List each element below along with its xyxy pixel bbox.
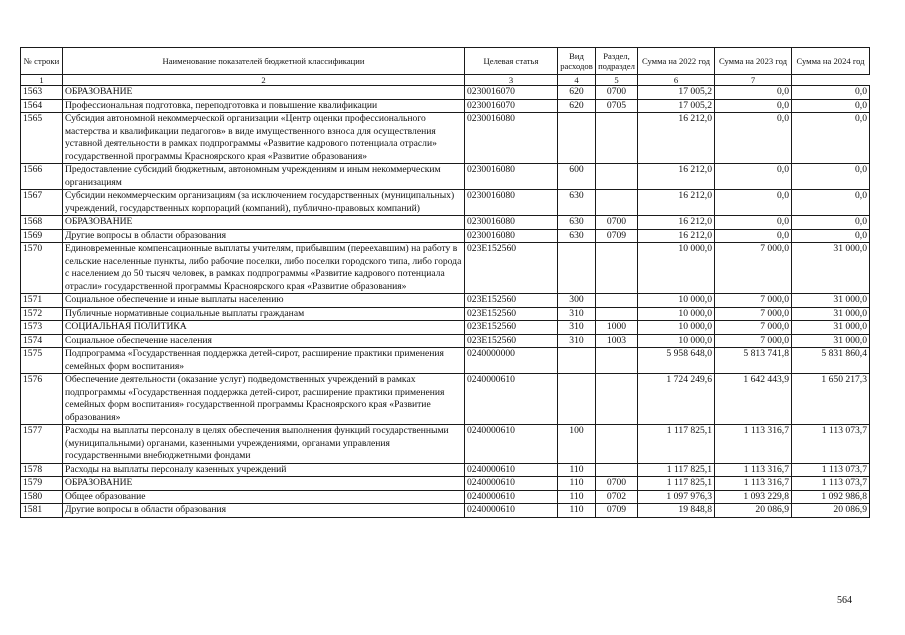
indicator-name-cell: Другие вопросы в области образования (63, 229, 465, 243)
column-index: 6 (638, 75, 715, 86)
table-row (21, 504, 870, 518)
row-number-cell: 1574 (21, 334, 63, 348)
sum-2024-cell: 1 113 073,7 (792, 425, 870, 464)
expense-type-cell: 620 (558, 86, 596, 100)
row-number-cell: 1580 (21, 490, 63, 504)
target-article-cell: 0230016080 (465, 190, 558, 216)
target-article-cell: 023E152560 (465, 243, 558, 294)
indicator-name-cell: Профессиональная подготовка, переподготовка и повышение квалификации (63, 99, 465, 113)
column-index: 3 (465, 75, 558, 86)
column-index-row (21, 75, 870, 86)
row-number-cell: 1564 (21, 99, 63, 113)
indicator-name-cell: Субсидия автономной некоммерческой организации «Центр оценки профессионального мастерства и квалификации педагогов» в виде имущественного взноса для осуществления уставной деятельности в рамках подпрограммы «Развитие кадрового потенциала отрасли» государственной программы Красноярского края «Развитие образования» (63, 113, 465, 164)
expense-type-cell: 300 (558, 294, 596, 308)
sum-2024-cell: 0,0 (792, 216, 870, 230)
target-article-cell: 023E152560 (465, 321, 558, 335)
expense-type-cell: 310 (558, 321, 596, 335)
table-row (21, 216, 870, 230)
section-cell (596, 294, 638, 308)
sum-2023-cell: 1 113 316,7 (715, 425, 792, 464)
table-row (21, 374, 870, 425)
section-cell (596, 348, 638, 374)
expense-type-cell: 110 (558, 477, 596, 491)
expense-type-cell: 310 (558, 307, 596, 321)
section-cell (596, 307, 638, 321)
sum-2024-cell: 5 831 860,4 (792, 348, 870, 374)
sum-2022-cell: 10 000,0 (638, 334, 715, 348)
table-row (21, 229, 870, 243)
indicator-name-cell: Социальное обеспечение и иные выплаты населению (63, 294, 465, 308)
sum-2022-cell: 17 005,2 (638, 86, 715, 100)
table-row (21, 425, 870, 464)
sum-2024-cell: 1 650 217,3 (792, 374, 870, 425)
target-article-cell: 023E152560 (465, 307, 558, 321)
row-number-cell: 1581 (21, 504, 63, 518)
target-article-cell: 0230016080 (465, 164, 558, 190)
section-cell: 1003 (596, 334, 638, 348)
target-article-cell: 0240000000 (465, 348, 558, 374)
sum-2022-cell: 10 000,0 (638, 321, 715, 335)
sum-2022-cell: 1 117 825,1 (638, 425, 715, 464)
header-sum-2022: Сумма на 2022 год (638, 48, 715, 75)
sum-2022-cell: 5 958 648,0 (638, 348, 715, 374)
table-row (21, 334, 870, 348)
header-sum-2024: Сумма на 2024 год (792, 48, 870, 75)
sum-2022-cell: 10 000,0 (638, 243, 715, 294)
section-cell: 0709 (596, 229, 638, 243)
sum-2022-cell: 10 000,0 (638, 307, 715, 321)
sum-2022-cell: 1 097 976,3 (638, 490, 715, 504)
sum-2023-cell: 7 000,0 (715, 243, 792, 294)
table-row (21, 463, 870, 477)
sum-2023-cell: 1 113 316,7 (715, 477, 792, 491)
expense-type-cell: 630 (558, 190, 596, 216)
row-number-cell: 1573 (21, 321, 63, 335)
row-number-cell: 1563 (21, 86, 63, 100)
column-index: 5 (596, 75, 638, 86)
table-row (21, 86, 870, 100)
sum-2024-cell: 0,0 (792, 113, 870, 164)
expense-type-cell: 630 (558, 216, 596, 230)
sum-2022-cell: 1 724 249,6 (638, 374, 715, 425)
section-cell (596, 463, 638, 477)
sum-2022-cell: 10 000,0 (638, 294, 715, 308)
row-number-cell: 1576 (21, 374, 63, 425)
indicator-name-cell: Общее образование (63, 490, 465, 504)
section-cell: 1000 (596, 321, 638, 335)
sum-2023-cell: 0,0 (715, 99, 792, 113)
expense-type-cell (558, 113, 596, 164)
expense-type-cell (558, 348, 596, 374)
header-row-number: № строки (21, 48, 63, 75)
table-body (21, 86, 870, 518)
expense-type-cell: 630 (558, 229, 596, 243)
target-article-cell: 023E152560 (465, 334, 558, 348)
sum-2024-cell: 1 092 986,8 (792, 490, 870, 504)
table-row (21, 243, 870, 294)
sum-2022-cell: 1 117 825,1 (638, 463, 715, 477)
indicator-name-cell: ОБРАЗОВАНИЕ (63, 216, 465, 230)
budget-document (20, 47, 870, 518)
indicator-name-cell: Субсидии некоммерческим организациям (за исключением государственных (муниципальных) учреждений, государственных корпораций (компаний), публично-правовых компаний) (63, 190, 465, 216)
row-number-cell: 1570 (21, 243, 63, 294)
expense-type-cell (558, 243, 596, 294)
column-index: 4 (558, 75, 596, 86)
row-number-cell: 1579 (21, 477, 63, 491)
expense-type-cell: 310 (558, 334, 596, 348)
row-number-cell: 1566 (21, 164, 63, 190)
sum-2023-cell: 1 093 229,8 (715, 490, 792, 504)
row-number-cell: 1571 (21, 294, 63, 308)
target-article-cell: 0230016080 (465, 216, 558, 230)
sum-2023-cell: 0,0 (715, 229, 792, 243)
sum-2022-cell: 17 005,2 (638, 99, 715, 113)
page-number: 564 (837, 595, 852, 606)
table-row (21, 477, 870, 491)
sum-2023-cell: 1 642 443,9 (715, 374, 792, 425)
column-index: 2 (63, 75, 465, 86)
row-number-cell: 1578 (21, 463, 63, 477)
section-cell (596, 243, 638, 294)
section-cell (596, 113, 638, 164)
sum-2022-cell: 16 212,0 (638, 164, 715, 190)
section-cell: 0700 (596, 86, 638, 100)
sum-2024-cell: 0,0 (792, 86, 870, 100)
expense-type-cell: 620 (558, 99, 596, 113)
table-row (21, 99, 870, 113)
section-cell (596, 164, 638, 190)
section-cell: 0709 (596, 504, 638, 518)
sum-2022-cell: 19 848,8 (638, 504, 715, 518)
sum-2024-cell: 0,0 (792, 164, 870, 190)
indicator-name-cell: Подпрограмма «Государственная поддержка детей-сирот, расширение практики применения семейных форм воспитания» (63, 348, 465, 374)
target-article-cell: 0230016070 (465, 86, 558, 100)
target-article-cell: 023E152560 (465, 294, 558, 308)
section-cell: 0702 (596, 490, 638, 504)
sum-2023-cell: 7 000,0 (715, 307, 792, 321)
sum-2023-cell: 0,0 (715, 216, 792, 230)
indicator-name-cell: ОБРАЗОВАНИЕ (63, 86, 465, 100)
section-cell: 0700 (596, 216, 638, 230)
header-target-article: Целевая статья (465, 48, 558, 75)
indicator-name-cell: Предоставление субсидий бюджетным, автономным учреждениям и иным некоммерческим организациям (63, 164, 465, 190)
indicator-name-cell: Публичные нормативные социальные выплаты гражданам (63, 307, 465, 321)
sum-2024-cell: 31 000,0 (792, 307, 870, 321)
sum-2024-cell: 31 000,0 (792, 243, 870, 294)
sum-2023-cell: 0,0 (715, 190, 792, 216)
target-article-cell: 0240000610 (465, 374, 558, 425)
header-expense-type: Вид расходов (558, 48, 596, 75)
indicator-name-cell: СОЦИАЛЬНАЯ ПОЛИТИКА (63, 321, 465, 335)
table-header-row (21, 48, 870, 75)
sum-2023-cell: 0,0 (715, 86, 792, 100)
table-row (21, 190, 870, 216)
table-row (21, 321, 870, 335)
sum-2024-cell: 20 086,9 (792, 504, 870, 518)
header-indicator-name: Наименование показателей бюджетной классификации (63, 48, 465, 75)
sum-2024-cell: 31 000,0 (792, 321, 870, 335)
indicator-name-cell: ОБРАЗОВАНИЕ (63, 477, 465, 491)
indicator-name-cell: Единовременные компенсационные выплаты учителям, прибывшим (переехавшим) на работу в сельские населенные пункты, либо рабочие поселки, либо поселки городского типа, либо города с населением до 50 тысяч человек, в рамках подпрограммы «Развитие кадрового потенциала отрасли» государственной программы Красноярского края «Развитие образования» (63, 243, 465, 294)
column-index: 7 (715, 75, 792, 86)
budget-table (20, 47, 870, 518)
sum-2022-cell: 16 212,0 (638, 190, 715, 216)
table-row (21, 490, 870, 504)
expense-type-cell: 110 (558, 504, 596, 518)
indicator-name-cell: Расходы на выплаты персоналу в целях обеспечения выполнения функций государственными (муниципальными) органами, казенными учреждениями, органами управления государственными внебюджетными фондами (63, 425, 465, 464)
expense-type-cell: 110 (558, 490, 596, 504)
sum-2022-cell: 16 212,0 (638, 229, 715, 243)
sum-2023-cell: 0,0 (715, 113, 792, 164)
sum-2022-cell: 16 212,0 (638, 216, 715, 230)
sum-2023-cell: 20 086,9 (715, 504, 792, 518)
header-section: Раздел, подраздел (596, 48, 638, 75)
section-cell (596, 374, 638, 425)
sum-2023-cell: 7 000,0 (715, 321, 792, 335)
sum-2024-cell: 1 113 073,7 (792, 477, 870, 491)
table-row (21, 348, 870, 374)
row-number-cell: 1577 (21, 425, 63, 464)
indicator-name-cell: Расходы на выплаты персоналу казенных учреждений (63, 463, 465, 477)
sum-2023-cell: 5 813 741,8 (715, 348, 792, 374)
target-article-cell: 0230016080 (465, 113, 558, 164)
sum-2024-cell: 31 000,0 (792, 294, 870, 308)
sum-2023-cell: 7 000,0 (715, 334, 792, 348)
target-article-cell: 0240000610 (465, 463, 558, 477)
indicator-name-cell: Социальное обеспечение населения (63, 334, 465, 348)
target-article-cell: 0230016070 (465, 99, 558, 113)
sum-2024-cell: 0,0 (792, 229, 870, 243)
target-article-cell: 0230016080 (465, 229, 558, 243)
header-sum-2023: Сумма на 2023 год (715, 48, 792, 75)
row-number-cell: 1567 (21, 190, 63, 216)
target-article-cell: 0240000610 (465, 425, 558, 464)
column-index: 1 (21, 75, 63, 86)
row-number-cell: 1568 (21, 216, 63, 230)
sum-2024-cell: 1 113 073,7 (792, 463, 870, 477)
sum-2022-cell: 16 212,0 (638, 113, 715, 164)
table-row (21, 164, 870, 190)
indicator-name-cell: Обеспечение деятельности (оказание услуг) подведомственных учреждений в рамках подпрограммы «Государственная поддержка детей-сирот, расширение практики применения семейных форм воспитания» государственной программы Красноярского края «Развитие образования» (63, 374, 465, 425)
section-cell: 0700 (596, 477, 638, 491)
sum-2024-cell: 0,0 (792, 190, 870, 216)
table-row (21, 307, 870, 321)
section-cell (596, 190, 638, 216)
table-row (21, 294, 870, 308)
row-number-cell: 1575 (21, 348, 63, 374)
section-cell (596, 425, 638, 464)
expense-type-cell: 600 (558, 164, 596, 190)
target-article-cell: 0240000610 (465, 477, 558, 491)
sum-2023-cell: 7 000,0 (715, 294, 792, 308)
sum-2023-cell: 0,0 (715, 164, 792, 190)
indicator-name-cell: Другие вопросы в области образования (63, 504, 465, 518)
target-article-cell: 0240000610 (465, 504, 558, 518)
sum-2024-cell: 31 000,0 (792, 334, 870, 348)
row-number-cell: 1569 (21, 229, 63, 243)
expense-type-cell: 100 (558, 425, 596, 464)
sum-2022-cell: 1 117 825,1 (638, 477, 715, 491)
sum-2024-cell: 0,0 (792, 99, 870, 113)
expense-type-cell: 110 (558, 463, 596, 477)
sum-2023-cell: 1 113 316,7 (715, 463, 792, 477)
row-number-cell: 1572 (21, 307, 63, 321)
section-cell: 0705 (596, 99, 638, 113)
table-row (21, 113, 870, 164)
expense-type-cell (558, 374, 596, 425)
target-article-cell: 0240000610 (465, 490, 558, 504)
row-number-cell: 1565 (21, 113, 63, 164)
